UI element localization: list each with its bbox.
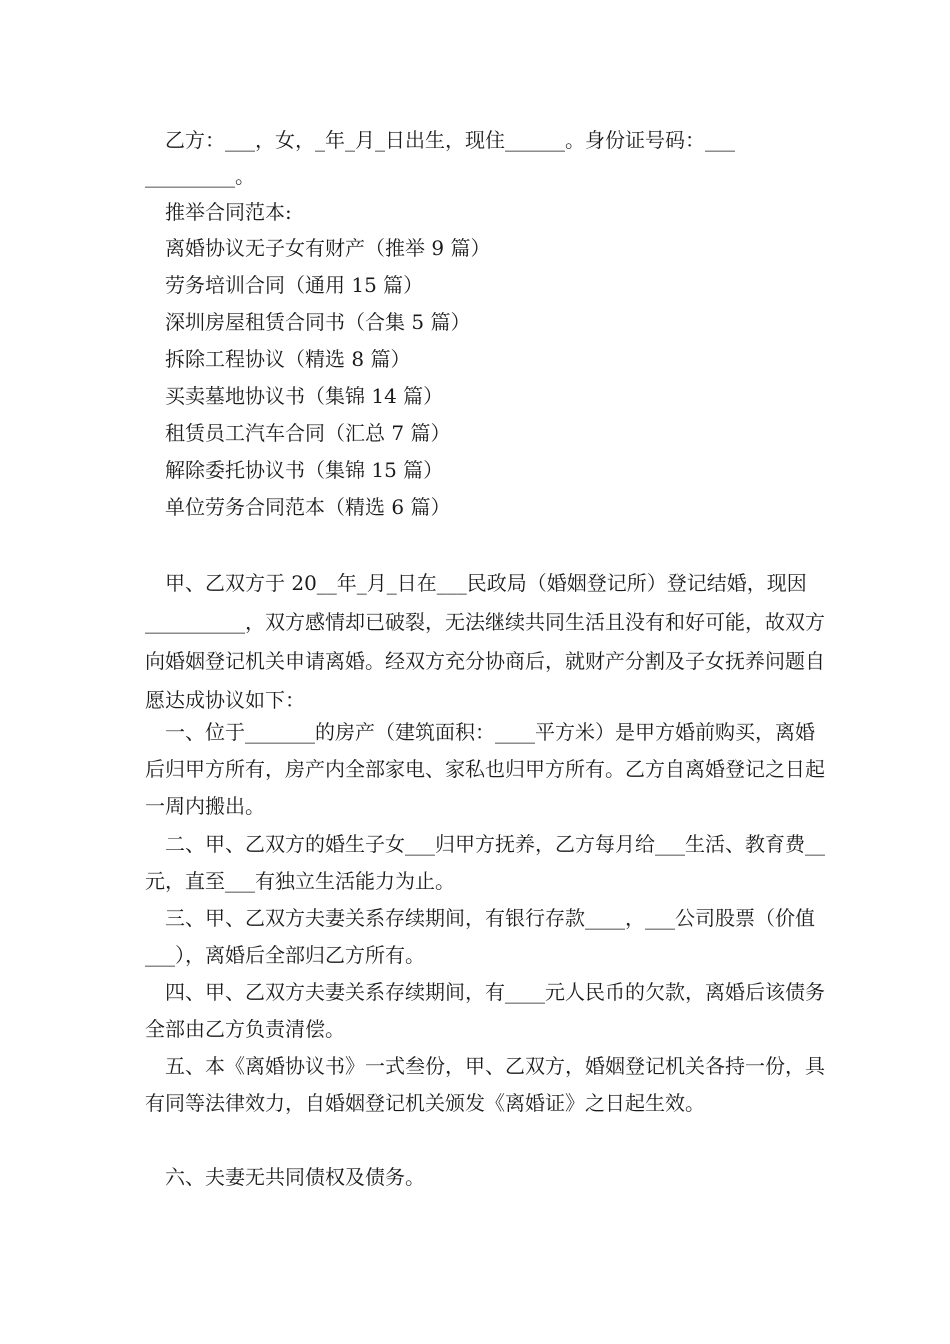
recommended-link[interactable]: 离婚协议无子女有财产（推举 9 篇）	[165, 236, 491, 260]
agreement-intro: 甲、乙双方于 20__年_月_日在___民政局（婚姻登记所）登记结婚，现因__________，双方感情却已破裂，无法继续共同生活且没有和好可能，故双方向婚姻登记机关申请离婚。经双方充分协商后，就财产分割及子女抚养问题自愿达成协议如下：	[145, 571, 825, 712]
clause-1: 一、位于_______的房产（建筑面积：____平方米）是甲方婚前购买，离婚后归甲方所有，房产内全部家电、家私也归甲方所有。乙方自离婚登记之日起一周内搬出。	[145, 720, 825, 818]
clause-2: 二、甲、乙双方的婚生子女___归甲方抚养，乙方每月给___生活、教育费__元，直至___有独立生活能力为止。	[145, 832, 825, 893]
recommended-link[interactable]: 解除委托协议书（集锦 15 篇）	[165, 458, 444, 482]
clause-5: 五、本《离婚协议书》一式叁份，甲、乙双方，婚姻登记机关各持一份，具有同等法律效力，自婚姻登记机关颁发《离婚证》之日起生效。	[145, 1054, 825, 1115]
recommended-title: 推举合同范本:	[165, 200, 292, 224]
recommended-list	[165, 230, 490, 526]
clause-6: 六、夫妻无共同债权及债务。	[165, 1165, 425, 1189]
party-b-line2: _________。	[145, 164, 255, 188]
recommended-link[interactable]: 劳务培训合同（通用 15 篇）	[165, 273, 424, 297]
recommended-link[interactable]: 租赁员工汽车合同（汇总 7 篇）	[165, 421, 451, 445]
clause-3: 三、甲、乙双方夫妻关系存续期间，有银行存款____，___公司股票（价值___），离婚后全部归乙方所有。	[145, 906, 815, 967]
recommended-link[interactable]: 拆除工程协议（精选 8 篇）	[165, 347, 411, 371]
clause-4: 四、甲、乙双方夫妻关系存续期间，有____元人民币的欠款，离婚后该债务全部由乙方负责清偿。	[145, 980, 825, 1041]
recommended-link[interactable]: 深圳房屋租赁合同书（合集 5 篇）	[165, 310, 471, 334]
recommended-link[interactable]: 单位劳务合同范本（精选 6 篇）	[165, 495, 451, 519]
party-b-line1: 乙方：___，女，_年_月_日出生，现住______。身份证号码：___	[165, 128, 735, 152]
recommended-link[interactable]: 买卖墓地协议书（集锦 14 篇）	[165, 384, 444, 408]
